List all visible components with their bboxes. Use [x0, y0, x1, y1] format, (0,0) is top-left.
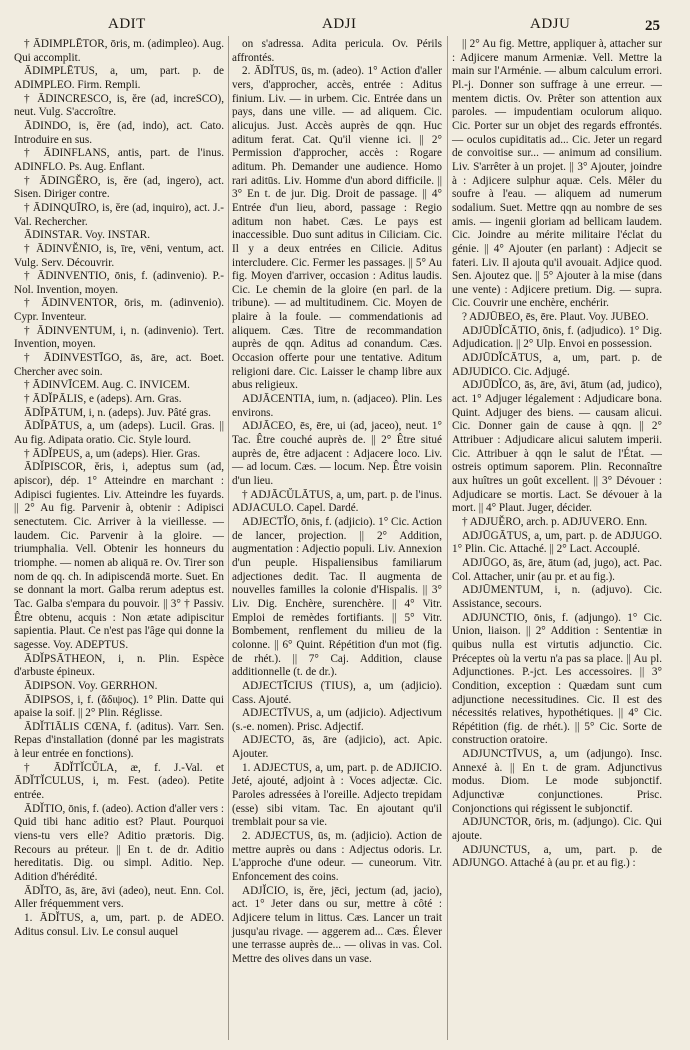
dictionary-entry: ĀDĬPĀTUM, i, n. (adeps). Juv. Pâté gras. [24, 406, 211, 419]
dictionary-entry: ADJŪMENTUM, i, n. (adjuvo). Cic. Assistance, secours. [452, 584, 662, 610]
dictionary-entry: † ĀDĬPEUS, a, um (adeps). Hier. Gras. [24, 447, 201, 460]
dictionary-entry: ADJECTĪVUS, a, um (adjicio). Adjectivum (s.-e. nomen). Prisc. Adjectif. [232, 707, 442, 733]
dictionary-entry: ADJĬCIO, is, ĕre, jēci, jectum (ad, jacio), act. 1° Jeter dans ou sur, mettre à côté : Adjicere telum in littus. Cæs. Lancer un trait jusqu'au rivage. — aggerem ad... Cæs. Élever une terrasse auprès de... — olivas in vas. Col. Mettre des olives dans un vase. [232, 884, 442, 965]
dictionary-entry: 1. ADJECTUS, a, um, part. p. de ADJICIO. Jeté, ajouté, adjoint à : Voces adjectæ. Cic. Paroles adressées à l'oreille. Adjecto trepidam (esse) sibi vitam. Tac. En ajoutant qu'il tremblait pour sa vie. [232, 761, 442, 829]
dictionary-entry: ADJECTĪCIUS (TIUS), a, um (adjicio). Cass. Ajouté. [232, 679, 442, 706]
dictionary-entry: 2. ADJECTUS, ūs, m. (adjicio). Action de mettre auprès ou dans : Adjectus odoris. Lr. L'approche d'une odeur. — cuneorum. Vitr. Enfoncement des coins. [232, 830, 442, 884]
dictionary-entry: † ĀDINVĪCEM. Aug. C. INVICEM. [24, 379, 190, 392]
dictionary-entry: 1. ĀDĬTUS, a, um, part. p. de ADEO. Aditus consul. Liv. Le consul auquel [14, 912, 224, 938]
dictionary-entry: ĀDINSTAR. Voy. INSTAR. [24, 229, 151, 242]
page-number: 25 [645, 18, 660, 34]
dictionary-entry: † ĀDIMPLĒTOR, ōris, m. (adimpleo). Aug. Qui accomplit. [14, 38, 224, 64]
dictionary-entry: † ĀDĬTĬCŬLA, æ, f. J.-Val. et ĀDĬTĬCULUS, i, m. Fest. (adeo). Petite entrée. [14, 761, 224, 802]
dictionary-entry: ADJUNCTIO, ōnis, f. (adjungo). 1° Cic. Union, liaison. || 2° Addition : Sententiæ in quibus nulla est virtutis adjunctio. Cic. Préceptes où la vertu n'a pas sa place. || Au pl. Adjunctiones. P.-jct. Les accessoires. || 3° Condition, exception : Quædam sunt cum adjunctione necessitudines. Cic. Il est des nécessités relatives, hypothétiques. || 4° Cic. Répétition (fig. de rhét.). || 5° Cic. Sorte de construction oratoire. [452, 611, 662, 747]
running-head-right: ADJU [530, 16, 571, 32]
dictionary-entry: on s'adressa. Adita pericula. Ov. Périls affrontés. [232, 38, 442, 64]
dictionary-entry: † ĀDINQUĪRO, is, ĕre (ad, inquiro), act. J.-Val. Rechercher. [14, 201, 224, 228]
dictionary-entry: ADJUNCTĪVUS, a, um (adjungo). Insc. Annexé à. || En t. de gram. Adjunctivus modus. Diom. Le mode subjonctif. Adjunctivæ conjunctiones. Prisc. Conjonctions qui régissent le subjonctif. [452, 748, 662, 815]
dictionary-entry: ADJŪGĀTUS, a, um, part. p. de ADJUGO. 1° Plin. Cic. Attaché. || 2° Lact. Accouplé. [452, 529, 662, 556]
dictionary-entry: ĀDĬTIĀLIS CŒNA, f. (aditus). Varr. Sen. Repas d'installation (donné par les magistrats à leur entrée en fonctions). [14, 720, 224, 761]
column-1 [14, 38, 224, 939]
dictionary-entry: ADJUNCTUS, a, um, part. p. de ADJUNGO. Attaché à (au pr. et au fig.) : [452, 843, 662, 870]
dictionary-entry: † ĀDINGĔRO, is, ĕre (ad, ingero), act. Sisen. Diriger contre. [14, 174, 224, 201]
dictionary-entry: ADJŪGO, ās, āre, ātum (ad, jugo), act. Pac. Col. Attacher, unir (au pr. et au fig.). [452, 556, 662, 583]
dictionary-entry: || 2° Au fig. Mettre, appliquer à, attacher sur : Adjicere manum Armeniæ. Vell. Mettre la main sur l'Arménie. — album calculum errori. Pl.-j. Donner son suffrage à une erreur. — mentem dictis. Ov. Prêter son attention aux paroles. — impudentiam oculorum aliquo. Cic. Porter sur un objet des regards effrontés. — oculos cupiditatis ad... Cic. Jeter un regard de convoitise sur... — animum ad consilium. Liv. S'arrêter à un projet. || 3° Ajouter, joindre à : Adjicere sulphur aquæ. Cels. Mêler du soufre à l'eau. — aliquem ad numerum sodalium. Suet. Mettre qqn au nombre de ses amis. — ingenii gloriam ad bellicam laudem. Cic. Joindre au mérite militaire l'éclat du génie. || 4° Ajouter (en parlant) : Adjecit se fateri. Liv. Il ajouta qu'il avouait. Adjice quod. Sen. Ajoutez que. || 5° Ajouter à la mise (dans une vente) : Adjicere pretium. Dig. — supra. Cic. Couvrir une enchère, enchérir. [452, 38, 662, 310]
dictionary-entry: † ĀDINVENTUM, i, n. (adinvenio). Tert. Invention, moyen. [14, 324, 224, 351]
dictionary-entry: ĀDINDO, is, ĕre (ad, indo), act. Cato. Introduire en sus. [14, 119, 224, 146]
dictionary-entry: 2. ĀDĬTUS, ūs, m. (adeo). 1° Action d'aller vers, d'approcher, accès, entrée : Aditus finium. Liv. — in urbem. Cic. Entrée dans un pays, dans une ville. — ad aliquem. Cic. alicujus. Just. Accès auprès de qqn. Huc aditum ferat. Cat. Qu'il vienne ici. || 2° Permission d'approcher, accès : Rogare aditum. Ph. Demander une audience. Homo rari aditūs. Liv. Homme d'un abord difficile. || 3° En t. de jur. Dig. Droit de passage. || 4° Entrée d'un lieu, abord, passage : Regio aditum non habet. Cæs. Le pays est inaccessible. Duo sunt aditus in Ciliciam. Cic. Il y a deux entrées en Cilicie. Aditus intercludere. Cic. Fermer les passages. || 5° Au fig. Moyen d'arriver, occasion : Aditus laudis. Cic. Le chemin de la gloire (en parl. de la tribune). — ad multitudinem. Cic. Moyen de plaire à la foule. — commendationis ad aliquem. Cæs. Titre de recommandation auprès de qqn. Aditus ad conandum. Cæs. Occasion offerte pour une tentative. Aditum religioni dare. Cic. Laisser le champ libre aux abus religieux. [232, 65, 442, 392]
dictionary-entry: ? ADJŪBEO, ēs, ēre. Plaut. Voy. JUBEO. [462, 311, 649, 324]
dictionary-entry: † ADJUĔRO, arch. p. ADJUVERO. Enn. [462, 515, 648, 528]
column-divider-1 [228, 36, 229, 1040]
dictionary-entry: ADJECTĬO, ōnis, f. (adjicio). 1° Cic. Action de lancer, projection. || 2° Addition, augmentation : Adjectio populi. Liv. Annexion d'un peuple. Hispaliensibus familiarum adjectiones dedit. Tac. Il augmenta de nouvelles familles la colonie d'Hispalis. || 3° Liv. Dig. Enchère, surenchère. || 4° Vitr. Emploi de remèdes fortifiants. || 5° Vitr. Bombement, renflement du milieu de la colonne. || 6° Quint. Répétition d'un mot (fig. de rhét.). || 7° Caj. Addition, clause additionnelle (t. de dr.). [232, 515, 442, 679]
column-divider-2 [447, 36, 448, 1040]
column-2 [232, 38, 442, 967]
running-head-center: ADJI [322, 16, 357, 32]
dictionary-entry: † ADJĀCŬLĀTUS, a, um, part. p. de l'inus. ADJACULO. Capel. Dardé. [232, 488, 442, 515]
dictionary-entry: ĀDĬPĀTUS, a, um (adeps). Lucil. Gras. || Au fig. Adipata oratio. Cic. Style lourd. [14, 420, 224, 447]
dictionary-entry: ĀDĬTO, ās, āre, āvi (adeo), neut. Enn. Col. Aller fréquemment vers. [14, 884, 224, 911]
dictionary-entry: ADJŪDĬCĀTUS, a, um, part. p. de ADJUDICO. Cic. Adjugé. [452, 352, 662, 378]
dictionary-entry: ADJUNCTOR, ōris, m. (adjungo). Cic. Qui ajoute. [452, 816, 662, 843]
dictionary-entry: ADJŪDĬCO, ās, āre, āvi, ātum (ad, judico), act. 1° Adjuger légalement : Adjudicare bona. Quint. Adjuger des biens. — causam alicui. Cic. Donner gain de cause à qqn. || 2° Attribuer : Adjudicare alicui salutem imperii. Cic. Attribuer à qqn le salut de l'État. — ostreis optimum saporem. Plin. Reconnaître aux huîtres un goût excellent. || 3° Dévouer : Adjudicare se mortis. Lact. Se dévouer à la mort. || 4° Plaut. Juger, décider. [452, 379, 662, 515]
dictionary-entry: ADJECTO, ās, āre (adjicio), act. Apic. Ajouter. [232, 734, 442, 761]
dictionary-entry: † ĀDINVESTĪGO, ās, āre, act. Boet. Chercher avec soin. [14, 352, 224, 378]
dictionary-entry: ADJĀCENTIA, ium, n. (adjaceo). Plin. Les environs. [232, 393, 442, 419]
dictionary-entry: † ĀDINFLANS, antis, part. de l'inus. ADINFLO. Ps. Aug. Enflant. [14, 147, 224, 173]
dictionary-entry: ADJŪDĬCĀTIO, ōnis, f. (adjudico). 1° Dig. Adjudication. || 2° Ulp. Envoi en possession. [452, 324, 662, 351]
dictionary-entry: † ĀDINCRESCO, is, ĕre (ad, increSCO), neut. Vulg. S'accroître. [14, 92, 224, 119]
dictionary-entry: † ĀDINVĔNIO, is, īre, vēni, ventum, act. Vulg. Serv. Découvrir. [14, 242, 224, 269]
dictionary-entry: ĀDIPSON. Voy. GERRHON. [24, 679, 158, 692]
column-3 [452, 38, 662, 871]
dictionary-entry: ĀDĬPISCOR, ĕris, i, adeptus sum (ad, apiscor), dép. 1° Atteindre en marchant : Adipisci fugientes. Liv. Atteindre les fuyards. || 2° Au fig. Parvenir à, obtenir : Adipisci senectutem. Cic. Arriver à la vieillesse. — laudem. Cic. Parvenir à la gloire. — triumphalia. Vell. Obtenir les honneurs du triomphe. — nomen ab aliquā re. Ov. Tirer son nom de qq. ch. In adipiscendā morte. Suet. En se donnant la mort. Galba rerum adeptus est. Tac. Galba s'empara du pouvoir. || 3° † Passiv. Être obtenu, acquis : Non ætate adipiscitur sapientia. Plaut. Ce n'est pas l'âge qui donne la sagesse. Voy. ADEPTUS. [14, 461, 224, 651]
dictionary-entry: ĀDĬTIO, ōnis, f. (adeo). Action d'aller vers : Quid tibi hanc aditio est? Plaut. Pourquoi viens-tu vers elle? Aditio prætoris. Dig. Recours au préteur. || En t. de dr. Aditio hereditatis. Dig. ou simpl. Aditio. Nep. Adition d'hérédité. [14, 802, 224, 884]
dictionary-entry: † ĀDĬPĀLIS, e (adeps). Arn. Gras. [24, 393, 182, 406]
running-head-left: ADIT [108, 16, 146, 32]
dictionary-entry: ADJĀCEO, ēs, ēre, ui (ad, jaceo), neut. 1° Tac. Être couché auprès de. || 2° Être situé auprès de, être adjacent : Adjacere loco. Liv. — ad locum. Cæs. — locum. Nep. Être voisin d'un lieu. [232, 420, 442, 487]
dictionary-entry: ĀDIPSOS, i, f. (ἄδιψος). 1° Plin. Datte qui apaise la soif. || 2° Plin. Réglisse. [14, 693, 224, 720]
dictionary-entry: ĀDĬPSĀTHEON, i, n. Plin. Espèce d'arbuste épineux. [14, 652, 224, 679]
dictionary-entry: ĀDIMPLĒTUS, a, um, part. p. de ADIMPLEO. Firm. Rempli. [14, 65, 224, 91]
dictionary-entry: † ĀDINVENTIO, ōnis, f. (adinvenio). P.-Nol. Invention, moyen. [14, 270, 224, 296]
dictionary-entry: † ĀDINVENTOR, ōris, m. (adinvenio). Cypr. Inventeur. [14, 297, 224, 324]
